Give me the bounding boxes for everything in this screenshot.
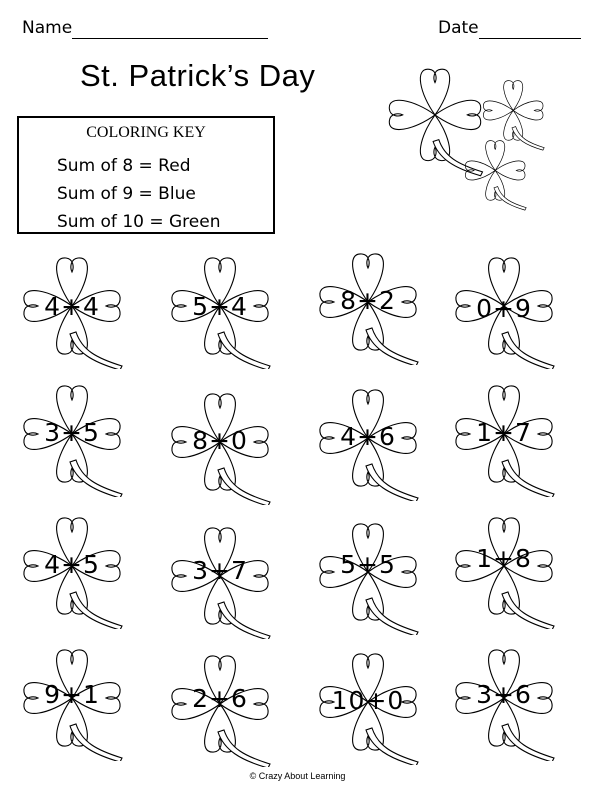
- key-line-green: Sum of 10 = Green: [57, 212, 221, 232]
- addition-problem: 3+6: [476, 680, 532, 709]
- coloring-key-title: COLORING KEY: [86, 124, 206, 141]
- addition-problem: 4+5: [44, 550, 100, 579]
- copyright-footer: © Crazy About Learning: [249, 771, 346, 781]
- addition-problem: 1+8: [476, 544, 532, 573]
- shamrock-cell[interactable]: [160, 380, 280, 505]
- shamrock-cell[interactable]: [444, 636, 564, 761]
- addition-problem: 9+1: [44, 680, 100, 709]
- problem-grid: [0, 240, 595, 770]
- coloring-key-box: [17, 116, 275, 234]
- shamrock-cell[interactable]: [444, 504, 564, 629]
- shamrock-cell[interactable]: [160, 642, 280, 767]
- key-line-red: Sum of 8 = Red: [57, 156, 191, 176]
- shamrock-cell[interactable]: [444, 372, 564, 497]
- addition-problem: 8+2: [340, 286, 396, 315]
- key-line-blue: Sum of 9 = Blue: [57, 184, 196, 204]
- addition-problem: 0+9: [476, 294, 532, 323]
- addition-problem: 1+7: [476, 418, 532, 447]
- shamrock-cell[interactable]: [308, 240, 428, 365]
- addition-problem: 3+5: [44, 418, 100, 447]
- addition-problem: 10+0: [331, 686, 405, 715]
- addition-problem: 4+6: [340, 422, 396, 451]
- name-field-line[interactable]: [72, 38, 268, 39]
- shamrock-cell[interactable]: [308, 640, 428, 765]
- shamrock-cell[interactable]: [308, 376, 428, 501]
- addition-problem: 5+5: [340, 550, 396, 579]
- shamrock-cell[interactable]: [160, 244, 280, 369]
- addition-problem: 8+0: [192, 426, 248, 455]
- shamrock-cell[interactable]: [12, 636, 132, 761]
- shamrock-cell[interactable]: [308, 510, 428, 635]
- shamrock-cell[interactable]: [160, 514, 280, 639]
- addition-problem: 4+4: [44, 292, 100, 321]
- date-label: Date: [438, 18, 479, 38]
- shamrock-cluster-icon: [378, 56, 548, 228]
- shamrock-cell[interactable]: [12, 244, 132, 369]
- addition-problem: 5+4: [192, 292, 248, 321]
- name-label: Name: [22, 18, 73, 38]
- page-title: St. Patrick’s Day: [80, 58, 316, 93]
- addition-problem: 3+7: [192, 556, 248, 585]
- shamrock-cell[interactable]: [12, 504, 132, 629]
- date-field-line[interactable]: [479, 38, 581, 39]
- addition-problem: 2+6: [192, 684, 248, 713]
- shamrock-cell[interactable]: [12, 372, 132, 497]
- shamrock-cell[interactable]: [444, 244, 564, 369]
